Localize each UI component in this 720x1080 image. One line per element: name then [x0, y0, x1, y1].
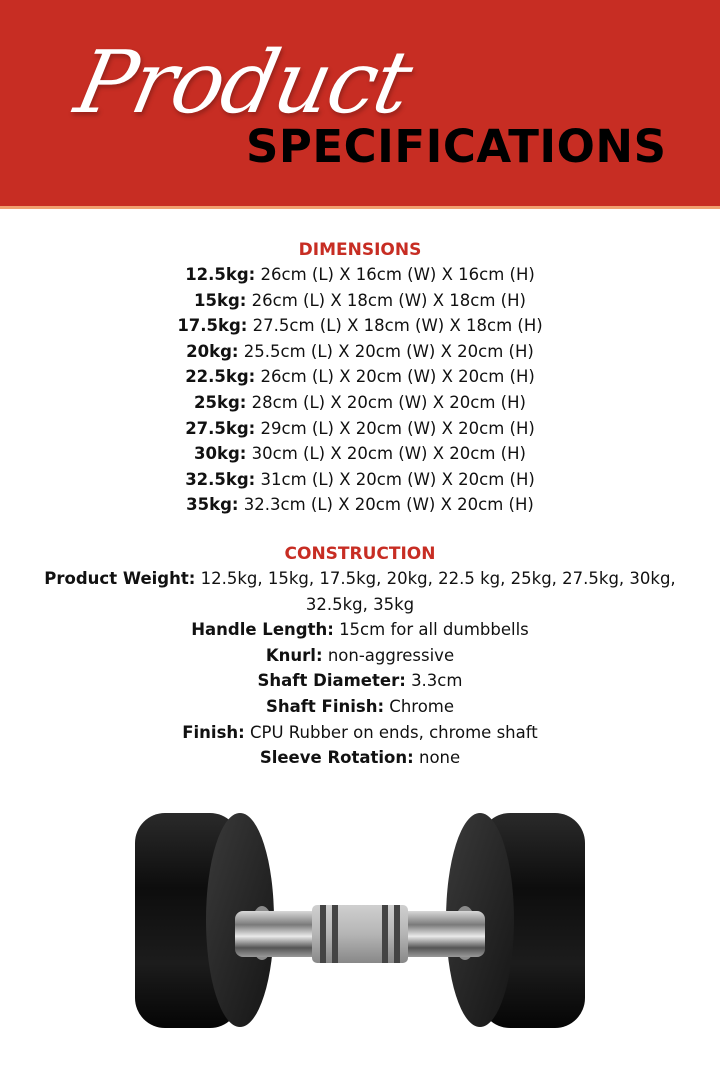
- spec-label: Finish:: [182, 722, 245, 742]
- size-value: 28cm (L) X 20cm (W) X 20cm (H): [251, 392, 526, 412]
- page-title: SPECIFICATIONS: [246, 120, 667, 173]
- construction-heading: CONSTRUCTION: [284, 543, 436, 564]
- script-title: Product: [67, 33, 419, 133]
- dimension-row: [0, 390, 720, 416]
- spec-label: Product Weight:: [44, 568, 196, 588]
- dimension-row: [0, 416, 720, 442]
- spec-value: CPU Rubber on ends, chrome shaft: [250, 722, 538, 742]
- dimension-row: [0, 467, 720, 493]
- section-spacer: [0, 518, 720, 542]
- size-value: 27.5cm (L) X 18cm (W) X 18cm (H): [252, 316, 543, 336]
- construction-row: [0, 643, 720, 669]
- construction-row: [0, 668, 720, 694]
- construction-row: [0, 720, 720, 746]
- dumbbell-icon: [130, 805, 590, 1035]
- construction-list: [0, 566, 720, 771]
- construction-row: [0, 694, 720, 720]
- weight-label: 27.5kg:: [185, 418, 256, 438]
- spec-value: Chrome: [389, 696, 455, 716]
- header-banner: [0, 0, 720, 209]
- size-value: 32.3cm (L) X 20cm (W) X 20cm (H): [243, 495, 534, 515]
- size-value: 26cm (L) X 18cm (W) X 18cm (H): [251, 290, 526, 310]
- size-value: 25.5cm (L) X 20cm (W) X 20cm (H): [243, 341, 534, 361]
- spec-label: Handle Length:: [191, 620, 334, 640]
- weight-label: 12.5kg:: [185, 265, 256, 284]
- weight-label: 25kg:: [194, 392, 247, 412]
- weight-label: 22.5kg:: [185, 367, 256, 387]
- size-value: 29cm (L) X 20cm (W) X 20cm (H): [260, 418, 535, 438]
- dimension-row: [0, 262, 720, 288]
- spec-label: Shaft Finish:: [265, 696, 385, 716]
- spec-value: 12.5kg, 15kg, 17.5kg, 20kg, 22.5 kg, 25kg, 27.5kg, 30kg, 32.5kg, 35kg: [200, 568, 676, 614]
- dimensions-list: [0, 262, 720, 518]
- construction-row: [0, 617, 720, 643]
- weight-label: 35kg:: [186, 495, 239, 515]
- spec-content: [0, 238, 720, 771]
- dimension-row: [0, 441, 720, 467]
- dimension-row: [0, 364, 720, 390]
- size-value: 30cm (L) X 20cm (W) X 20cm (H): [251, 444, 526, 464]
- size-value: 26cm (L) X 16cm (W) X 16cm (H): [260, 265, 535, 284]
- dimension-row: [0, 313, 720, 339]
- dumbbell-image: [130, 805, 590, 1035]
- spec-value: 15cm for all dumbbells: [339, 620, 529, 640]
- spec-label: Knurl:: [265, 645, 323, 665]
- weight-label: 15kg:: [194, 290, 247, 310]
- spec-value: none: [418, 748, 461, 768]
- dimension-row: [0, 492, 720, 518]
- construction-row: [0, 745, 720, 771]
- spec-label: Sleeve Rotation:: [259, 748, 414, 768]
- spec-label: Shaft Diameter:: [257, 671, 406, 691]
- weight-label: 20kg:: [186, 341, 239, 361]
- weight-label: 30kg:: [194, 444, 247, 464]
- dimensions-heading: DIMENSIONS: [298, 240, 422, 260]
- weight-label: 32.5kg:: [185, 469, 256, 489]
- dimension-row: [0, 339, 720, 365]
- construction-row: [0, 566, 720, 617]
- spec-value: non-aggressive: [327, 645, 455, 665]
- size-value: 31cm (L) X 20cm (W) X 20cm (H): [260, 469, 535, 489]
- spec-value: 3.3cm: [411, 671, 463, 691]
- dimension-row: [0, 288, 720, 314]
- weight-label: 17.5kg:: [177, 316, 248, 336]
- size-value: 26cm (L) X 20cm (W) X 20cm (H): [260, 367, 535, 387]
